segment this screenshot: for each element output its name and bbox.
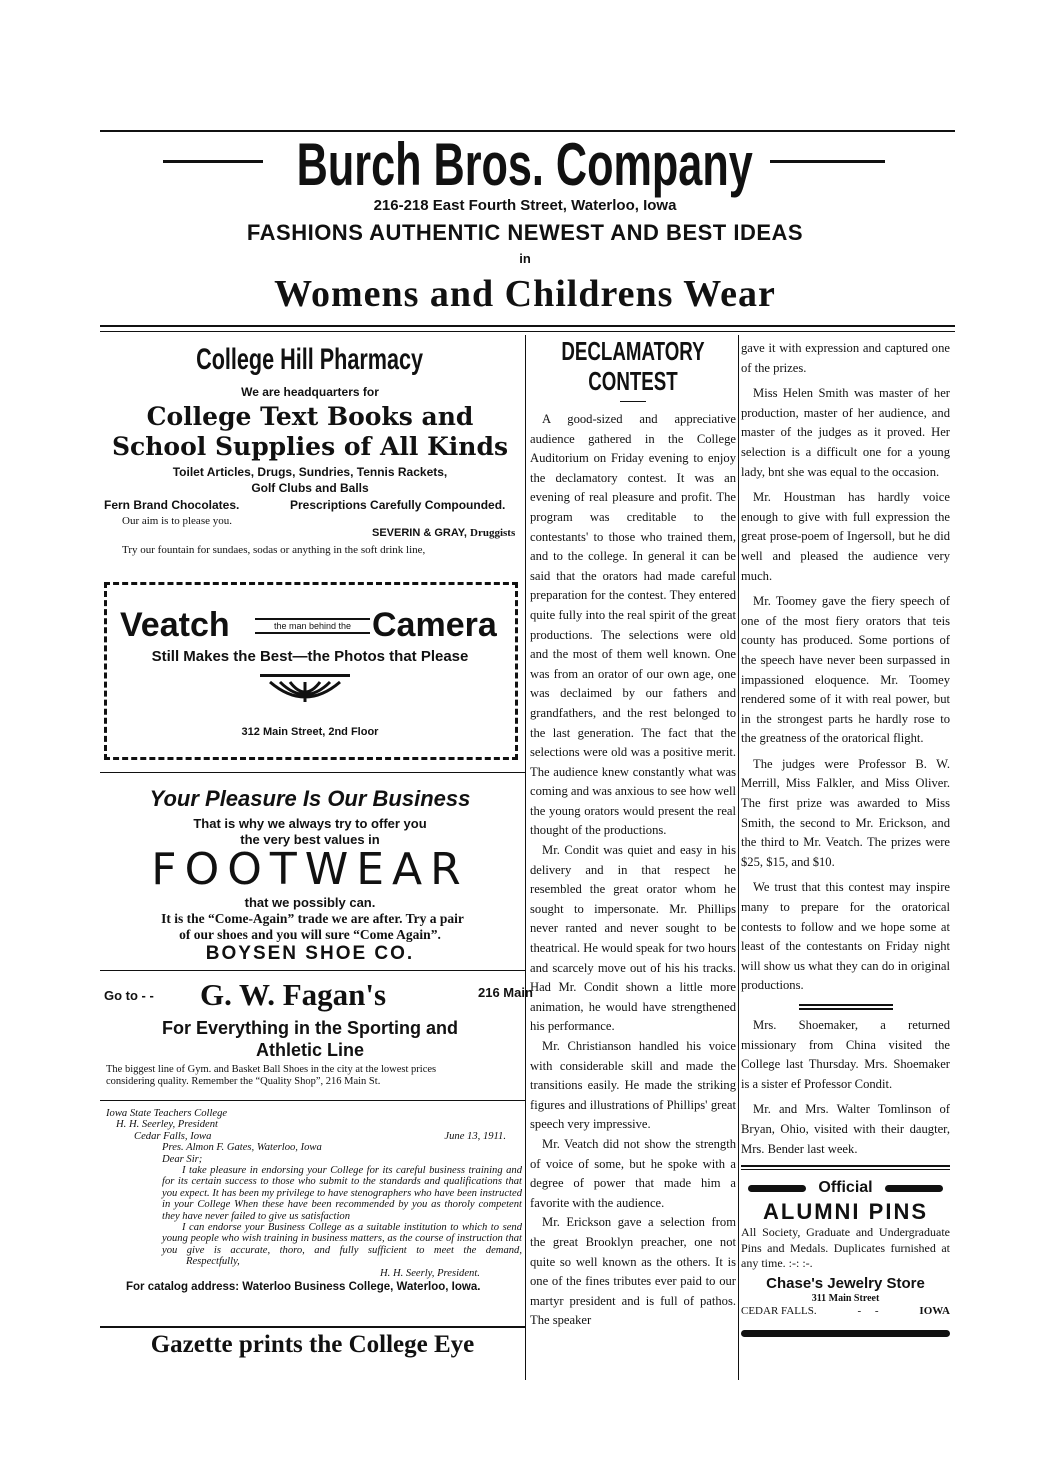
- chase-official: Official: [818, 1179, 873, 1197]
- fagan-line2: Athletic Line: [255, 1040, 364, 1060]
- local-item: Mrs. Shoemaker, a returned missionary from China visited the College last Thursday. Mrs. Shoemaker is a sister ef Professor Condit.: [741, 1018, 950, 1091]
- double-rule: [799, 1004, 893, 1010]
- article-paragraph: Mr. Condit was quiet and easy in his delivery and in that respect he resembled the great orator whom he sought to impersonate. Mr. Phillips never ranted and never sought to be theatrical. He would speak for two hours and scarcely move out of his his tracks. Had Mr. Condit shown a little more animation, he would have strengthened his performance.: [530, 843, 736, 1034]
- boysen-name: BOYSEN SHOE CO.: [205, 943, 415, 964]
- veatch-middle: the man behind the: [255, 618, 370, 634]
- chase-dashes: - -: [857, 1304, 879, 1317]
- column-rule-1: [525, 335, 526, 1380]
- letter-from2: H. H. Seerley, President: [116, 1119, 218, 1131]
- column-rule-2: [738, 335, 739, 1380]
- pharmacy-name: College Hill Pharmacy: [196, 343, 424, 376]
- fagan-small1: The biggest line of Gym. and Basket Ball Shoes in the city at the lowest prices: [106, 1064, 437, 1075]
- pharmacy-prescriptions: Prescriptions Carefully Compounded.: [290, 498, 506, 512]
- boysen-line4: It is the “Come-Again” trade we are after. Try a pair: [161, 911, 464, 926]
- letter-catalog: For catalog address: Waterloo Business College, Waterloo, Iowa.: [126, 1281, 481, 1294]
- fagan-name: G. W. Fagan's: [200, 977, 387, 1012]
- masthead-headline: Womens and Childrens Wear: [274, 273, 776, 315]
- article-paragraph: Mr. Erickson gave a selection from the great Brooklyn preacher, one not quite so well known as the others. It is one of the fines tributes ever paid to our martyr president and is full of pathos. The speaker: [530, 1215, 736, 1328]
- chase-ad: [741, 1165, 950, 1337]
- article-paragraph: Mr. Christianson handled his voice with considerable skill and made the transitions easily. He made the striking figures and illustrations of Phillips' great speech very impressive.: [530, 1039, 736, 1132]
- article-paragraph: Miss Helen Smith was master of her production, master of her audience, and master of the judges as it proved. Her selection is a difficult one for a young lady, bnt she was equal to the occasion.: [741, 386, 950, 479]
- boysen-line1: That is why we always try to offer you: [193, 816, 427, 831]
- boysen-headline: Your Pleasure Is Our Business: [149, 786, 471, 811]
- masthead-rule-thin: [100, 331, 955, 332]
- chase-name: Chase's Jewelry Store: [766, 1274, 925, 1292]
- decor-bar: [748, 1185, 806, 1192]
- pharmacy-line1: College Text Books and: [146, 402, 474, 431]
- veatch-camera: Camera: [372, 606, 497, 644]
- chase-state: IOWA: [919, 1304, 950, 1317]
- pharmacy-owners: SEVERIN & GRAY,: [372, 527, 467, 539]
- article-paragraph: gave it with expression and captured one of the prizes.: [741, 341, 950, 375]
- article-paragraph: The judges were Professor B. W. Merrill, Miss Falkler, and Miss Oliver. The first prize was awarded to Miss Smith, the second to Mr. Erickson, and the third to Mr. Veatch. The prizes were $25, $15, and $10.: [741, 756, 950, 869]
- letter-ad: [106, 1108, 522, 1294]
- fagan-small2: considering quality. Remember the “Quality Shop”, 216 Main St.: [106, 1076, 381, 1087]
- letter-salutation: Dear Sir;: [162, 1153, 203, 1165]
- article-paragraph: Mr. Veatch did not show the strength of voice of some, but he spoke with a degree of power that made him a favorite with the audience.: [530, 1136, 736, 1210]
- pharmacy-items: Toilet Articles, Drugs, Sundries, Tennis Rackets,: [172, 465, 448, 479]
- pharmacy-druggists: Druggists: [470, 527, 516, 539]
- article-paragraph: A good-sized and appreciative audience gathered in the College Auditorium on Friday evening to enjoy the declamatory contest. It was an evening of real pleasure and profit. The program was creditable to the contestants' to those who trained them, and to the college. In general it can be said that the orators had made careful preparation for the contest. They entered quite fully into the real spirit of the great productions. The selections were old and the most of them well known. One was from an orator of our own age, one was declaimed by our fathers and grandfathers, and the rest belonged to the last generation. The fact that the selections were old was a positive merit. The audience knew constantly what was coming and was anxious to see how well the young orators would present the real thought of the productions.: [530, 412, 737, 838]
- veatch-name: Veatch: [120, 606, 230, 644]
- veatch-slogan: Still Makes the Best—the Photos that Please: [151, 648, 469, 665]
- decor-bar: [885, 1185, 943, 1192]
- masthead-rule: [100, 325, 955, 327]
- chase-body: All Society, Graduate and Undergraduate Pins and Medals. Duplicates furnished at any time. :-: :-.: [741, 1225, 950, 1271]
- boysen-line2: the very best values in: [240, 832, 380, 847]
- masthead-company: Burch Bros. Company: [296, 131, 754, 198]
- pharmacy-chocolates: Fern Brand Chocolates.: [104, 498, 240, 512]
- letter-date: June 13, 1911.: [444, 1130, 506, 1142]
- masthead-address: 216-218 East Fourth Street, Waterloo, Iowa: [373, 197, 677, 214]
- letter-from3: Cedar Falls, Iowa: [134, 1130, 212, 1142]
- article-paragraph: We trust that this contest may inspire many to prepare for the oratorical contests to follow and we hope some at least of the contestants on Friday night will show us what they can do in original productions.: [741, 880, 950, 993]
- ornament-icon: [255, 672, 355, 710]
- pharmacy-headquarters: We are headquarters for: [241, 385, 379, 399]
- boysen-line5: of our shoes and you will sure “Come Again”.: [179, 927, 441, 942]
- letter-to: Pres. Almon F. Gates, Waterloo, Iowa: [162, 1142, 322, 1154]
- fagan-line1: For Everything in the Sporting and: [161, 1018, 458, 1038]
- gazette-notice: Gazette prints the College Eye: [150, 1331, 475, 1358]
- letter-para2: I can endorse your Business College as a suitable institution to which to send young people who wish training in business matters, as the course of instruction that you give is accurate, thoro, and fully sufficient to meet the demand,: [162, 1222, 522, 1256]
- chase-headline: ALUMNI PINS: [763, 1199, 928, 1225]
- divider: [741, 1165, 950, 1170]
- divider: [100, 970, 525, 971]
- article-title: DECLAMATORY CONTEST: [561, 336, 705, 396]
- letter-para1: I take pleasure in endorsing your College for its careful business training and for its certain success to those who submit to the standards and qualifications that you expect. It has been my privilege to have stenographers who have been instructed in your College When these have been recommended by you as thoroly competent they have never failed to give us satisfaction: [162, 1165, 522, 1222]
- local-item: Mr. and Mrs. Walter Tomlinson of Bryan, Ohio, visited with their daugter, Mrs. Bender last week.: [741, 1102, 950, 1156]
- pharmacy-aim: Our aim is to please you.: [122, 515, 232, 527]
- divider: [100, 1100, 525, 1101]
- boysen-product: FOOTWEAR: [151, 844, 469, 895]
- letter-closing: Respectfully,: [186, 1256, 240, 1268]
- article-paragraph: Mr. Toomey gave the fiery speech of one of the most fiery orators that teis county has produced. Some portions of the speech have never been surpassed in impassioned eloquence. Mr. Toomey rendered some of it with real power, but in the strongest parts he hardly rose to the greatness of the oratorical flight.: [741, 594, 950, 746]
- article-column-2: [741, 339, 950, 1337]
- letter-from1: Iowa State Teachers College: [106, 1108, 228, 1119]
- article-paragraph: Mr. Houstman has hardly voice enough to give with full expression the great prose-poem of Ingersoll, but he did well and pleased the audience very much.: [741, 490, 950, 583]
- pharmacy-items2: Golf Clubs and Balls: [251, 481, 369, 495]
- boysen-line3: that we possibly can.: [244, 895, 376, 910]
- fagan-address: 216 Main: [478, 985, 533, 1000]
- masthead-in: in: [519, 251, 531, 266]
- pharmacy-fountain: Try our fountain for sundaes, sodas or anything in the soft drink line,: [122, 544, 426, 556]
- chase-street: 311 Main Street: [811, 1292, 880, 1304]
- fagan-goto: Go to - -: [104, 988, 154, 1003]
- chase-city: CEDAR FALLS.: [741, 1304, 817, 1317]
- divider: [100, 1326, 525, 1328]
- decor-bar: [741, 1330, 950, 1337]
- masthead-tagline: FASHIONS AUTHENTIC NEWEST AND BEST IDEAS: [246, 220, 804, 245]
- article-column-1: [530, 336, 736, 1331]
- title-rule: [620, 401, 646, 402]
- letter-signature: H. H. Seerly, President.: [380, 1267, 480, 1279]
- pharmacy-line2: School Supplies of All Kinds: [111, 432, 509, 461]
- divider: [100, 772, 525, 773]
- veatch-address: 312 Main Street, 2nd Floor: [241, 726, 379, 738]
